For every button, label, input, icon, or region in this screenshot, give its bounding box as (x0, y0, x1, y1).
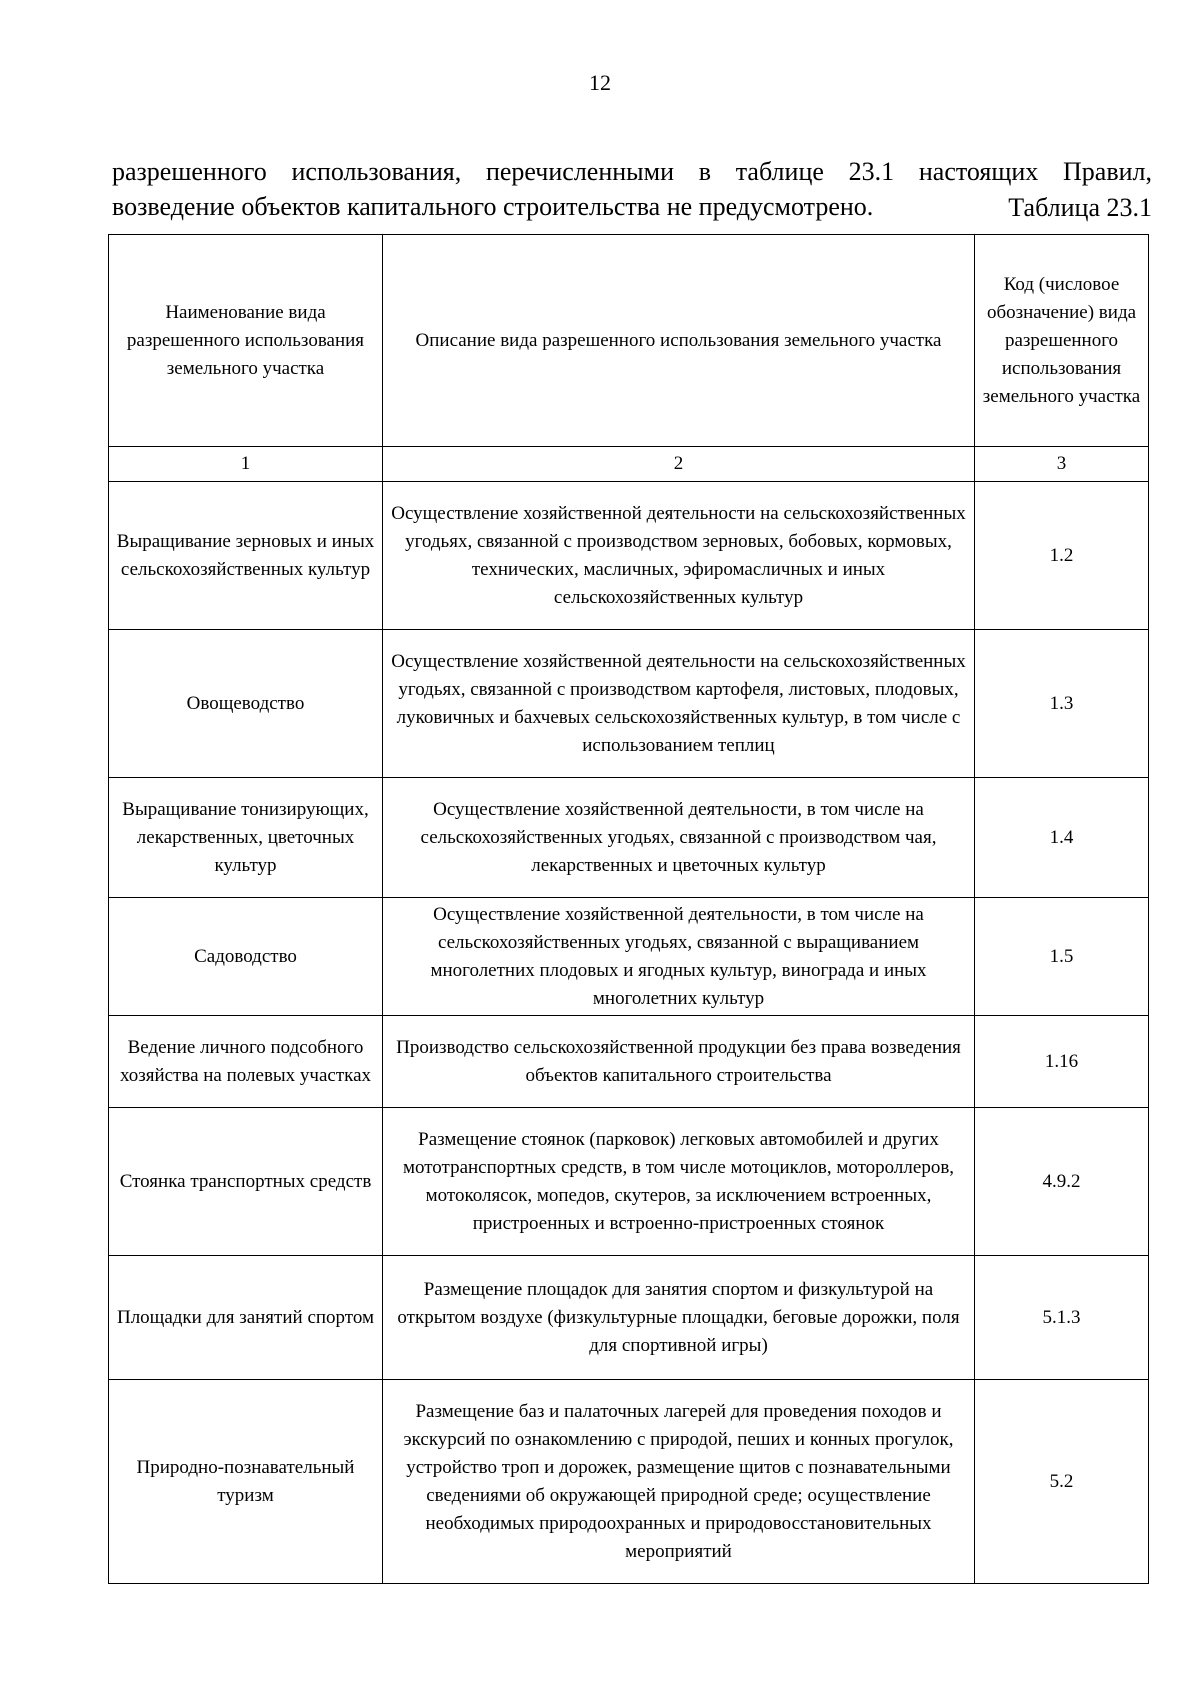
use-description: Осуществление хозяйственной деятельности, в том числе на сельскохозяйственных угодьях, связанной с производством чая, лекарственных и цветочных культур (383, 778, 975, 898)
column-number: 1 (109, 447, 383, 482)
use-name: Площадки для занятий спортом (109, 1256, 383, 1380)
use-name: Выращивание зерновых и иных сельскохозяйственных культур (109, 482, 383, 630)
use-description: Размещение площадок для занятия спортом и физкультурой на открытом воздухе (физкультурные площадки, беговые дорожки, поля для спортивной игры) (383, 1256, 975, 1380)
table-row (109, 1016, 1149, 1108)
land-use-table (108, 234, 1149, 1584)
table-row (109, 1380, 1149, 1584)
use-description: Осуществление хозяйственной деятельности на сельскохозяйственных угодьях, связанной с производством картофеля, листовых, плодовых, луковичных и бахчевых сельскохозяйственных культур, в том числе с использованием теплиц (383, 630, 975, 778)
use-description: Осуществление хозяйственной деятельности, в том числе на сельскохозяйственных угодьях, связанной с выращиванием многолетних плодовых и ягодных культур, винограда и иных многолетних культур (383, 898, 975, 1016)
table-caption: Таблица 23.1 (1008, 193, 1152, 222)
header-description: Описание вида разрешенного использования земельного участка (383, 235, 975, 447)
use-code: 5.2 (975, 1380, 1149, 1584)
use-code: 1.16 (975, 1016, 1149, 1108)
column-number: 2 (383, 447, 975, 482)
use-code: 5.1.3 (975, 1256, 1149, 1380)
table-header-row (109, 235, 1149, 447)
use-name: Выращивание тонизирующих, лекарственных, цветочных культур (109, 778, 383, 898)
column-number: 3 (975, 447, 1149, 482)
header-code: Код (числовое обозначение) вида разрешенного использования земельного участка (975, 235, 1149, 447)
table-row (109, 630, 1149, 778)
use-code: 1.5 (975, 898, 1149, 1016)
intro-paragraph: разрешенного использования, перечисленными в таблице 23.1 настоящих Правил, возведение объектов капитального строительства не предусмотрено. (112, 157, 1152, 221)
use-description: Осуществление хозяйственной деятельности на сельскохозяйственных угодьях, связанной с производством зерновых, бобовых, кормовых, технических, масличных, эфиромасличных и иных сельскохозяйственных культур (383, 482, 975, 630)
use-description: Размещение стоянок (парковок) легковых автомобилей и других мототранспортных средств, в том числе мотоциклов, мотороллеров, мотоколясок, мопедов, скутеров, за исключением встроенных, пристроенных и встроенно-пристроенных стоянок (383, 1108, 975, 1256)
use-code: 1.3 (975, 630, 1149, 778)
use-name: Стоянка транспортных средств (109, 1108, 383, 1256)
table-row (109, 482, 1149, 630)
use-name: Природно-познавательный туризм (109, 1380, 383, 1584)
header-name: Наименование вида разрешенного использования земельного участка (109, 235, 383, 447)
use-code: 1.2 (975, 482, 1149, 630)
use-code: 1.4 (975, 778, 1149, 898)
table-row (109, 1108, 1149, 1256)
table-row (109, 898, 1149, 1016)
use-code: 4.9.2 (975, 1108, 1149, 1256)
use-name: Садоводство (109, 898, 383, 1016)
page-number: 12 (589, 70, 611, 95)
table-row (109, 778, 1149, 898)
column-number-row (109, 447, 1149, 482)
use-description: Производство сельскохозяйственной продукции без права возведения объектов капитального строительства (383, 1016, 975, 1108)
use-description: Размещение баз и палаточных лагерей для проведения походов и экскурсий по ознакомлению с природой, пеших и конных прогулок, устройство троп и дорожек, размещение щитов с познавательными сведениями об окружающей природной среде; осуществление необходимых природоохранных и природовосстановительных мероприятий (383, 1380, 975, 1584)
use-name: Овощеводство (109, 630, 383, 778)
table-row (109, 1256, 1149, 1380)
use-name: Ведение личного подсобного хозяйства на полевых участках (109, 1016, 383, 1108)
